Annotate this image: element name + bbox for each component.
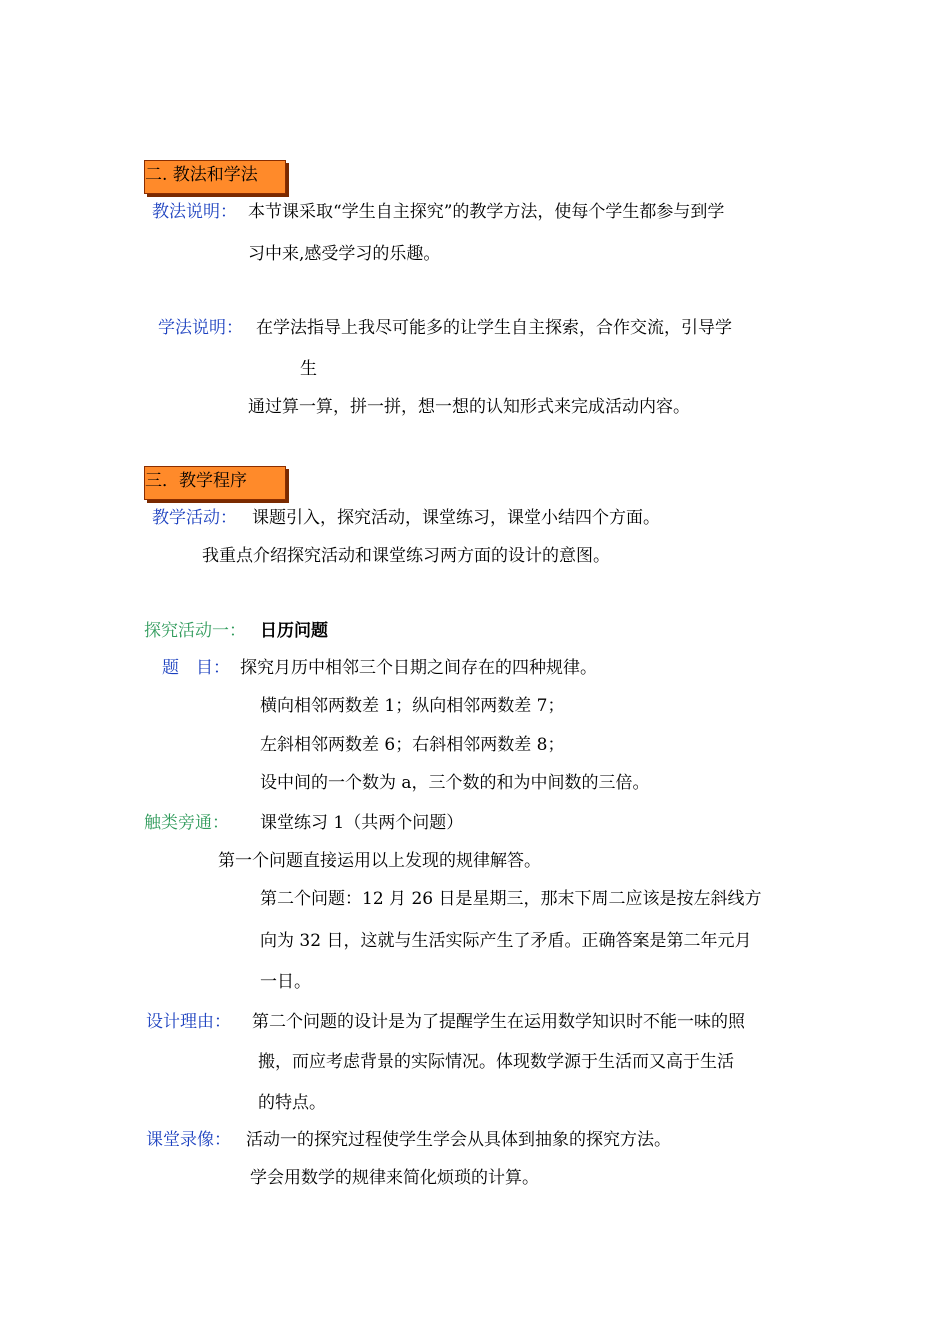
rule-line3: 设中间的一个数为 a，三个数的和为中间数的三倍。: [260, 773, 650, 793]
rule-line2: 左斜相邻两数差 6；右斜相邻两数差 8；: [260, 735, 565, 755]
explore-label: 探究活动一：: [144, 621, 246, 641]
learning-method-label: 学法说明：: [158, 318, 243, 338]
design-reason-line2: 搬，而应考虑背景的实际情况。体现数学源于生活而又高于生活: [258, 1052, 734, 1072]
teaching-method-line2: 习中来,感受学习的乐趣。: [248, 244, 441, 264]
design-reason-line1: 第二个问题的设计是为了提醒学生在运用数学知识时不能一味的照: [252, 1012, 745, 1032]
learning-method-line3: 通过算一算，拼一拼，想一想的认知形式来完成活动内容。: [248, 397, 690, 417]
learning-method-line1: 在学法指导上我尽可能多的让学生自主探索，合作交流，引导学: [256, 318, 732, 338]
activity-text: 课题引入，探究活动，课堂练习，课堂小结四个方面。: [252, 508, 660, 528]
teaching-method-label: 教法说明：: [152, 202, 237, 222]
section-heading-methods: [144, 160, 286, 194]
section-heading-procedure-text: 三．教学程序: [145, 471, 247, 491]
section-heading-procedure: [144, 466, 286, 500]
topic-label: 题 目：: [162, 658, 230, 678]
question2-line3: 一日。: [260, 972, 311, 992]
design-reason-label: 设计理由：: [146, 1012, 231, 1032]
topic-text: 探究月历中相邻三个日期之间存在的四种规律。: [240, 658, 597, 678]
class-video-line2: 学会用数学的规律来简化烦琐的计算。: [250, 1168, 539, 1188]
practice-label: 触类旁通：: [144, 813, 229, 833]
question2-line1: 第二个问题：12 月 26 日是星期三，那末下周二应该是按左斜线方: [260, 889, 762, 909]
activity-label: 教学活动：: [152, 508, 237, 528]
class-video-label: 课堂录像：: [146, 1130, 231, 1150]
learning-method-line2: 生: [300, 359, 317, 379]
question1-text: 第一个问题直接运用以上发现的规律解答。: [218, 851, 541, 871]
intro-text: 我重点介绍探究活动和课堂练习两方面的设计的意图。: [202, 546, 610, 566]
question2-line2: 向为 32 日，这就与生活实际产生了矛盾。正确答案是第二年元月: [260, 931, 752, 951]
design-reason-line3: 的特点。: [258, 1093, 326, 1113]
rule-line1: 横向相邻两数差 1；纵向相邻两数差 7；: [260, 696, 565, 716]
teaching-method-line1: 本节课采取“学生自主探究”的教学方法，使每个学生都参与到学: [248, 202, 725, 222]
class-video-line1: 活动一的探究过程使学生学会从具体到抽象的探究方法。: [246, 1130, 671, 1150]
explore-title: 日历问题: [260, 621, 328, 641]
practice-text: 课堂练习 1（共两个问题）: [260, 813, 464, 833]
section-heading-methods-text: 二. 教法和学法: [145, 165, 258, 185]
